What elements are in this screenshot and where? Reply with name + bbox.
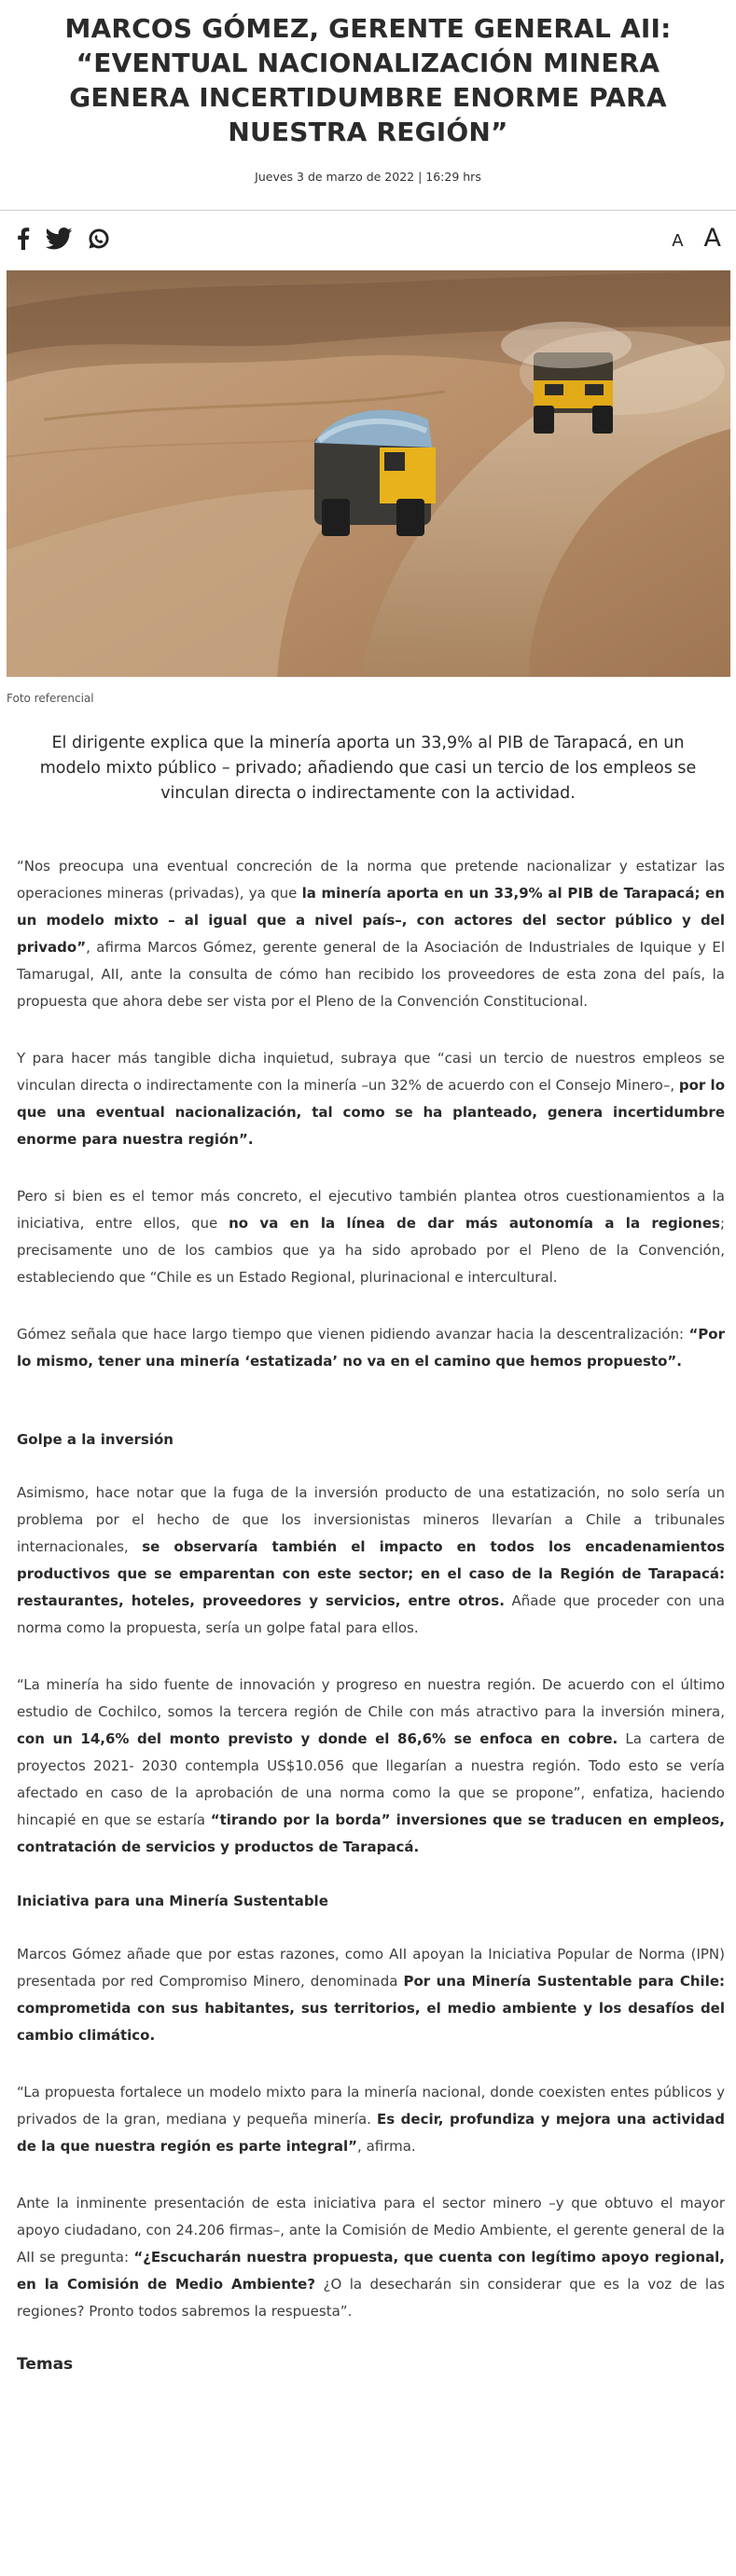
- whatsapp-icon[interactable]: [88, 227, 110, 254]
- paragraph: Y para hacer más tangible dicha inquietud, subraya que “casi un tercio de nuestros empleos se vinculan directa o indirectamente con la minería –un 32% de acuerdo con el Consejo Minero–, por lo que una eventual nacionalización, tal como se ha planteado, genera incertidumbre enorme para nuestra región”.: [17, 1050, 726, 1148]
- article-lead: El dirigente explica que la minería aporta un 33,9% al PIB de Tarapacá, en un modelo mixto público – privado; añadiendo que casi un tercio de los empleos se vinculan directa o indirectamente con la actividad.: [39, 734, 697, 803]
- article-photo: [7, 270, 730, 677]
- article-title: MARCOS GÓMEZ, GERENTE GENERAL AII: “EVENTUAL NACIONALIZACIÓN MINERA GENERA INCERTIDUMBRE ENORME PARA NUESTRA REGIÓN”: [64, 13, 672, 147]
- paragraph: “Nos preocupa una eventual concreción de la norma que pretende nacionalizar y estatizar las operaciones mineras (privadas), ya que la minería aporta en un 33,9% al PIB de Tarapacá; en un modelo mixto – al igual que a nivel país–, con actores del sector público y del privado”, afirma Marcos Gómez, gerente general de la Asociación de Industriales de Iquique y El Tamarugal, AII, ante la consulta de cómo han recibido los proveedores de esta zona del país, la propuesta que ahora debe ser vista por el Pleno de la Convención Constitucional.: [17, 858, 725, 1010]
- paragraph: “La propuesta fortalece un modelo mixto para la minería nacional, donde coexisten entes públicos y privados de la gran, mediana y pequeña minería. Es decir, profundiza y mejora una actividad de la que nuestra región es parte integral”, afirma.: [17, 2084, 725, 2155]
- decrease-font-button[interactable]: A: [672, 231, 684, 251]
- paragraph: Marcos Gómez añade que por estas razones, como AII apoyan la Iniciativa Popular de Norma (IPN) presentada por red Compromiso Minero, denominada Por una Minería Sustentable para Chile: comprometida con sus habitantes, sus territorios, el medio ambiente y los desafíos del cambio climático.: [17, 1946, 726, 2044]
- photo-caption: Foto referencial: [7, 692, 94, 705]
- article-body: [0, 853, 736, 2325]
- paragraph: “La minería ha sido fuente de innovación y progreso en nuestra región. De acuerdo con el último estudio de Cochilco, somos la tercera región de Chile con más atractivo para la inversión minera, con un 14,6% del monto previsto y donde el 86,6% se enfoca en cobre. La cartera de proyectos 2021- 2030 contempla US$10.056 que llegarían a nuestra región. Todo esto se vería afectado en caso de la aprobación de una norma como la que se propone”, enfatiza, haciendo hincapié en que se estaría “tirando por la borda” inversiones que se traducen en empleos, contratación de servicios y productos de Tarapacá.: [17, 1676, 725, 1855]
- paragraph: Asimismo, hace notar que la fuga de la inversión producto de una estatización, no solo sería un problema por el hecho de que los inversionistas mineros llevarían a Chile a tribunales internacionales, se observaría también el impacto en todos los encadenamientos productivos que se emparentan con este sector; en el caso de la Región de Tarapacá: restaurantes, hoteles, proveedores y servicios, entre otros. Añade que proceder con una norma como la propuesta, sería un golpe fatal para ellos.: [17, 1484, 726, 1636]
- topics-heading: Temas: [17, 2355, 74, 2374]
- facebook-icon[interactable]: [17, 227, 30, 254]
- article-date: Jueves 3 de marzo de 2022 | 16:29 hrs: [255, 170, 481, 184]
- share-bar: [0, 211, 736, 270]
- increase-font-button[interactable]: A: [703, 224, 721, 253]
- twitter-icon[interactable]: [45, 227, 73, 254]
- paragraph: Gómez señala que hace largo tiempo que vienen pidiendo avanzar hacia la descentralización: “Por lo mismo, tener una minería ‘estatizada’ no va en el camino que hemos propuesto”.: [17, 1326, 725, 1370]
- paragraph: Ante la inminente presentación de esta iniciativa para el sector minero –y que obtuvo el mayor apoyo ciudadano, con 24.206 firmas–, ante la Comisión de Medio Ambiente, el gerente general de la AII se pregunta: “¿Escucharán nuestra propuesta, que cuenta con legítimo apoyo regional, en la Comisión de Medio Ambiente? ¿O la desecharán sin considerar que es la voz de las regiones? Pronto todos sabremos la respuesta”.: [17, 2195, 725, 2320]
- section-heading: Iniciativa para una Minería Sustentable: [17, 1893, 328, 1909]
- section-heading: Golpe a la inversión: [17, 1431, 174, 1448]
- paragraph: Pero si bien es el temor más concreto, el ejecutivo también plantea otros cuestionamientos a la iniciativa, entre ellos, que no va en la línea de dar más autonomía a la regiones; precisamente uno de los cambios que ya ha sido aprobado por el Pleno de la Convención, estableciendo que “Chile es un Estado Regional, plurinacional e intercultural.: [17, 1188, 725, 1286]
